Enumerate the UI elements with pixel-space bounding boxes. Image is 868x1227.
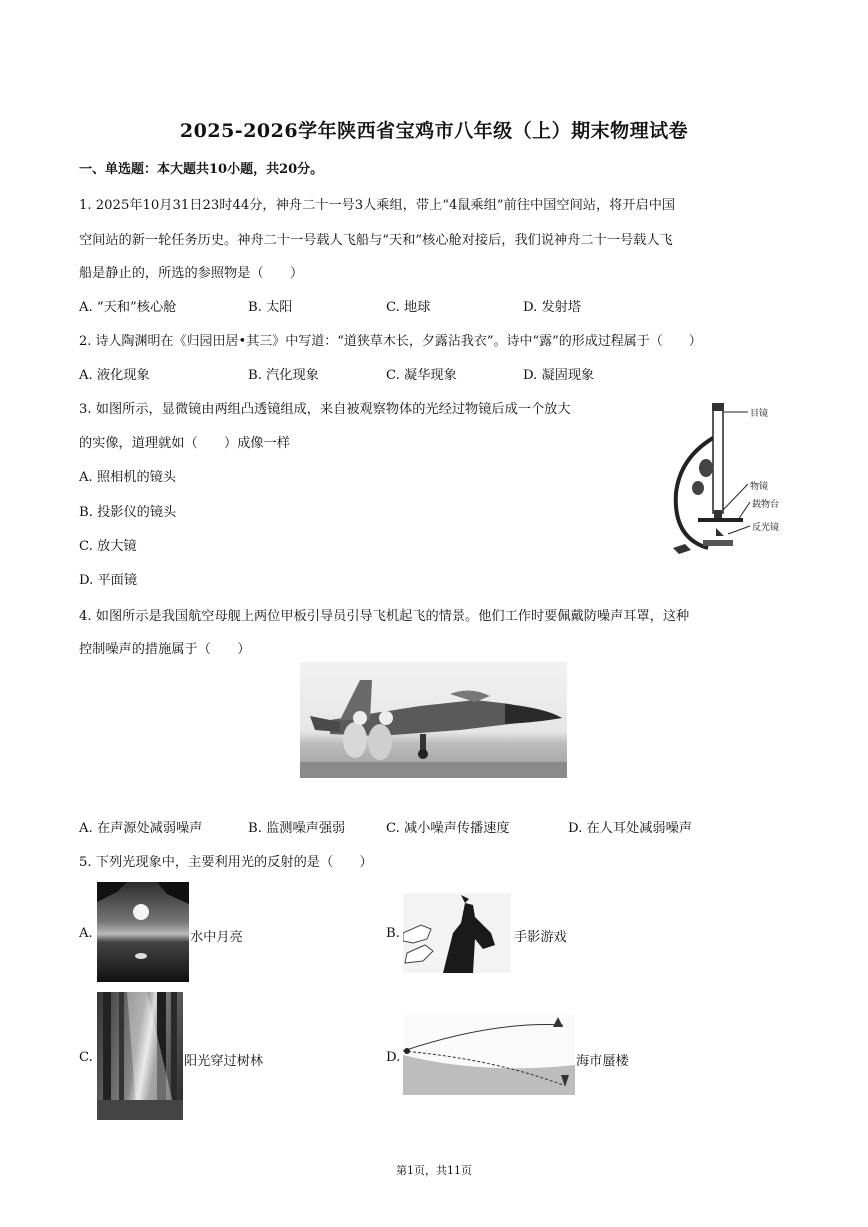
moon-drawing bbox=[97, 882, 189, 982]
page-footer: 第1页，共11页 bbox=[396, 1164, 472, 1177]
q2-line-1: 2. 诗人陶渊明在《归园田居•其三》中写道：“道狭草木长，夕露沾我衣”。诗中“露”的形成过程属于（ ） bbox=[79, 334, 702, 349]
q5-option-c-text: 阳光穿过树林 bbox=[184, 1054, 264, 1069]
q1-option-b: B. 太阳 bbox=[248, 300, 293, 315]
microscope-figure bbox=[668, 398, 798, 560]
q4-option-d: D. 在人耳处减弱噪声 bbox=[568, 821, 692, 836]
q1-option-d: D. 发射塔 bbox=[523, 300, 582, 315]
q1-line-1: 1. 2025年10月31日23时44分，神舟二十一号3人乘组，带上“4鼠乘组”前往中国空间站，将开启中国 bbox=[79, 198, 676, 213]
q4-option-a: A. 在声源处减弱噪声 bbox=[79, 821, 203, 836]
q5-option-d-text: 海市蜃楼 bbox=[576, 1054, 629, 1069]
q3-line-1: 3. 如图所示，显微镜由两组凸透镜组成，来自被观察物体的光经过物镜后成一个放大 bbox=[79, 402, 571, 417]
q5-option-a-letter: A. bbox=[79, 926, 93, 941]
q4-option-c: C. 减小噪声传播速度 bbox=[386, 821, 510, 836]
carrier-photo bbox=[300, 662, 567, 778]
q3-line-2: 的实像，道理就如（ ）成像一样 bbox=[79, 436, 290, 451]
q5-line-1: 5. 下列光现象中，主要利用光的反射的是（ ） bbox=[79, 855, 373, 870]
q4-line-1: 4. 如图所示是我国航空母舰上两位甲板引导员引导飞机起飞的情景。他们工作时要佩戴防噪声耳罩，这种 bbox=[79, 609, 690, 624]
q3-option-c: C. 放大镜 bbox=[79, 539, 137, 554]
q1-option-a: A. “天和”核心舱 bbox=[79, 300, 177, 315]
q4-option-b: B. 监测噪声强弱 bbox=[248, 821, 346, 836]
forest-photo bbox=[97, 992, 183, 1120]
q2-option-b: B. 汽化现象 bbox=[248, 368, 319, 383]
q2-option-d: D. 凝固现象 bbox=[523, 368, 595, 383]
objective-label: 物镜 bbox=[750, 482, 769, 492]
stage-label: 载物台 bbox=[752, 500, 780, 510]
eyepiece-label: 目镜 bbox=[750, 409, 769, 419]
mirror-label: 反光镜 bbox=[752, 523, 780, 533]
q2-option-c: C. 凝华现象 bbox=[386, 368, 457, 383]
section-heading: 一、单选题：本大题共10小题，共20分。 bbox=[79, 162, 324, 177]
microscope-drawing bbox=[668, 398, 798, 560]
q1-option-c: C. 地球 bbox=[386, 300, 431, 315]
q1-line-2: 空间站的新一轮任务历史。神舟二十一号载人飞船与“天和”核心舱对接后，我们说神舟二十一号载人飞 bbox=[79, 233, 673, 248]
jet-drawing bbox=[300, 662, 567, 778]
forest-drawing bbox=[97, 992, 183, 1120]
q5-option-c-letter: C. bbox=[79, 1050, 93, 1065]
q3-option-a: A. 照相机的镜头 bbox=[79, 470, 177, 485]
mirage-diagram bbox=[403, 1015, 575, 1095]
page-title: 2025-2026学年陕西省宝鸡市八年级（上）期末物理试卷 bbox=[179, 120, 689, 142]
q3-option-b: B. 投影仪的镜头 bbox=[79, 505, 177, 520]
q5-option-d-letter: D. bbox=[386, 1050, 401, 1065]
hand-shadow-photo bbox=[403, 893, 511, 973]
q5-option-b-letter: B. bbox=[386, 926, 400, 941]
hand-shadow-drawing bbox=[403, 893, 511, 973]
q4-line-2: 控制噪声的措施属于（ ） bbox=[79, 642, 251, 657]
q2-option-a: A. 液化现象 bbox=[79, 368, 150, 383]
q1-line-3: 船是静止的，所选的参照物是（ ） bbox=[79, 266, 304, 281]
mirage-drawing bbox=[403, 1015, 575, 1095]
q5-option-b-text: 手影游戏 bbox=[514, 930, 567, 945]
q3-option-d: D. 平面镜 bbox=[79, 573, 138, 588]
moon-water-photo bbox=[97, 882, 189, 982]
q5-option-a-text: 水中月亮 bbox=[190, 930, 243, 945]
